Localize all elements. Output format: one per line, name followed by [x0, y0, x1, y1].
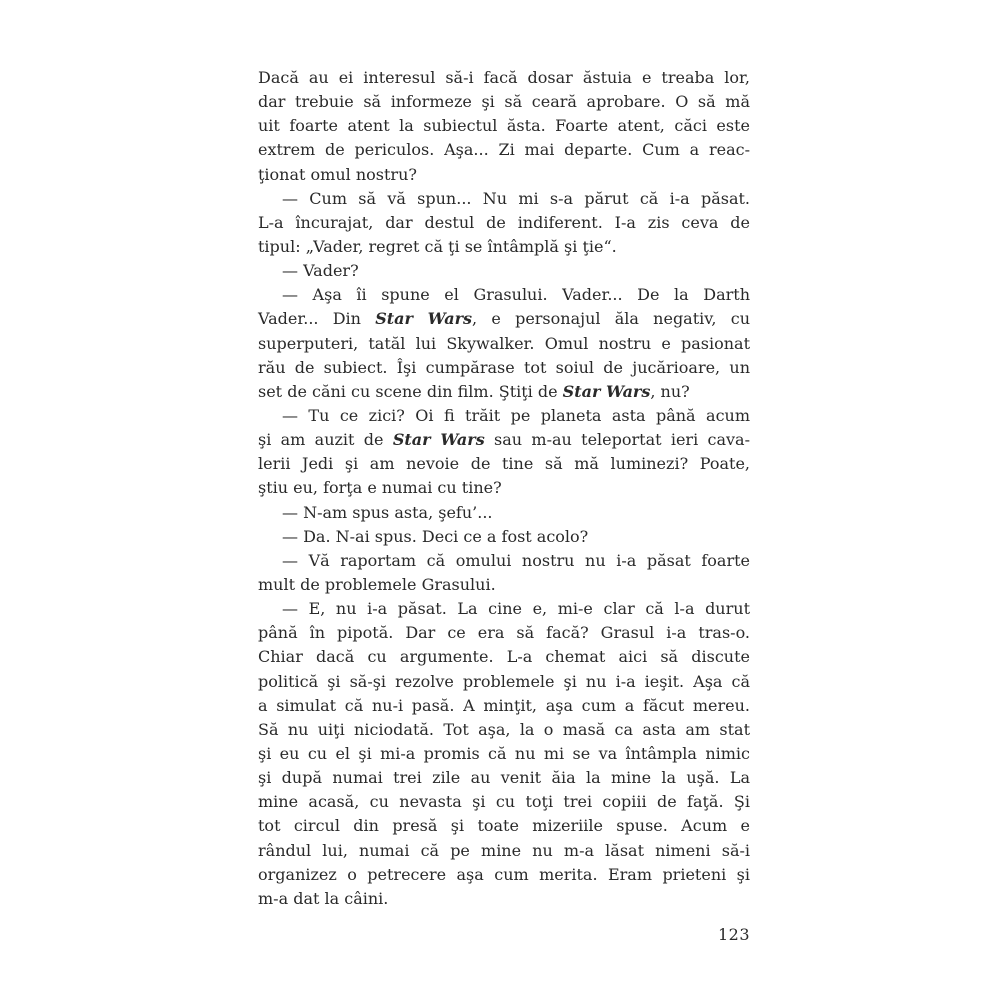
title-italic: Star Wars — [562, 381, 651, 401]
text-segment: , nu? — [650, 381, 690, 401]
text-line: — Vader? — [282, 261, 359, 281]
text-line: — E, nu i-a păsat. La cine e, mi-e clar că l-a durut — [282, 599, 750, 619]
title-italic: Star Wars — [392, 430, 485, 450]
text-segment: şi am auzit de — [258, 430, 393, 450]
text-line: tot circul din presă şi toate mizeriile spuse. Acum e — [258, 816, 750, 836]
text-segment: sau m-au teleportat ieri cava- — [484, 430, 750, 450]
text-line: L-a încurajat, dar destul de indiferent. I-a zis ceva de — [258, 212, 750, 232]
text-line: dar trebuie să informeze şi să ceară aprobare. O să mă — [258, 92, 750, 112]
book-page-text — [258, 66, 750, 911]
text-segment: set de căni cu scene din film. Ştiţi de — [258, 381, 563, 401]
text-line: lerii Jedi şi am nevoie de tine să mă luminezi? Poate, — [258, 454, 750, 474]
page-number: 123 — [717, 925, 750, 944]
text-line: a simulat că nu-i pasă. A minţit, aşa cum a făcut mereu. — [258, 695, 750, 715]
text-line: — Tu ce zici? Oi fi trăit pe planeta asta până acum — [282, 405, 750, 425]
text-line: până în pipotă. Dar ce era să facă? Grasul i-a tras-o. — [258, 623, 750, 643]
title-italic: Star Wars — [375, 309, 473, 329]
text-line: şi după numai trei zile au venit ăia la mine la uşă. La — [258, 768, 750, 788]
text-line: extrem de periculos. Aşa... Zi mai departe. Cum a reac- — [258, 140, 750, 160]
text-line: m-a dat la câini. — [258, 888, 389, 908]
text-line: ţionat omul nostru? — [258, 164, 417, 184]
text-line — [258, 428, 750, 452]
text-line: — Aşa îi spune el Grasului. Vader... De la Darth — [282, 285, 750, 305]
text-line: şi eu cu el şi mi-a promis că nu mi se va întâmpla nimic — [258, 743, 750, 763]
text-line: rândul lui, numai că pe mine nu m-a lăsat nimeni să-i — [258, 840, 750, 860]
text-line: — Cum să vă spun... Nu mi s-a părut că i-a păsat. — [282, 188, 750, 208]
text-line: organizez o petrecere aşa cum merita. Eram prieteni şi — [258, 864, 750, 884]
text-line: — Da. N-ai spus. Deci ce a fost acolo? — [282, 526, 589, 546]
text-line: Dacă au ei interesul să-i facă dosar ăstuia e treaba lor, — [258, 68, 750, 87]
text-line: Chiar dacă cu argumente. L-a chemat aici să discute — [258, 647, 750, 667]
text-line: rău de subiect. Îşi cumpărase tot soiul de jucărioare, un — [258, 357, 750, 377]
text-line: Să nu uiţi niciodată. Tot aşa, la o masă ca asta am stat — [258, 719, 750, 739]
text-line: tipul: „Vader, regret că ţi se întâmplă şi ţie“. — [258, 236, 617, 256]
text-line: politică şi să-şi rezolve problemele şi nu i-a ieşit. Aşa că — [258, 671, 750, 691]
text-line: — N-am spus asta, şefu’... — [282, 502, 493, 522]
text-line: superputeri, tatăl lui Skywalker. Omul nostru e pasionat — [258, 333, 750, 353]
text-segment: Vader... Din — [258, 309, 376, 329]
text-line: — Vă raportam că omului nostru nu i-a păsat foarte — [282, 550, 750, 570]
text-line: mult de problemele Grasului. — [258, 574, 496, 594]
text-segment: , e personajul ăla negativ, cu — [472, 309, 750, 329]
text-line — [258, 307, 750, 331]
text-line — [258, 380, 750, 404]
text-line: uit foarte atent la subiectul ăsta. Foarte atent, căci este — [258, 116, 750, 136]
text-line: ştiu eu, forţa e numai cu tine? — [258, 478, 502, 498]
text-line: mine acasă, cu nevasta şi cu toţi trei copiii de faţă. Şi — [258, 792, 750, 812]
